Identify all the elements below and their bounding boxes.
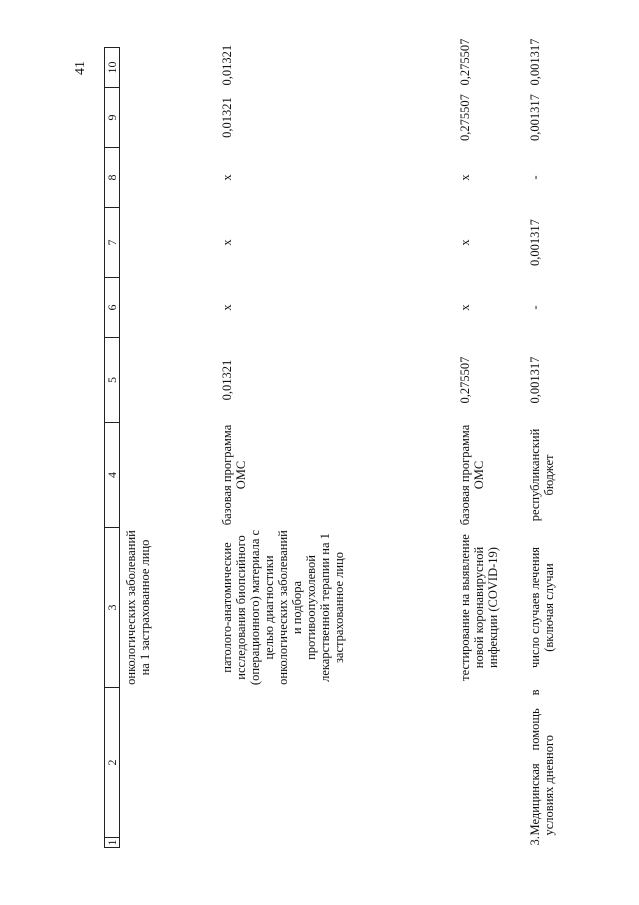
funding-source-cell bbox=[120, 423, 217, 528]
value-cell: 0,001317 bbox=[528, 356, 542, 404]
indicator-cell: онкологических заболеваний на 1 застрахованное лицо bbox=[124, 530, 152, 685]
value-cell: 0,275507 bbox=[458, 356, 472, 404]
value-cell: 0,001317 bbox=[528, 94, 542, 141]
row-number: 3. bbox=[528, 836, 542, 846]
page-number: 41 bbox=[73, 61, 88, 75]
care-type-cell bbox=[454, 688, 524, 838]
indicator-table bbox=[104, 38, 568, 848]
value-cell: 0,01321 bbox=[220, 97, 234, 138]
table-row bbox=[120, 48, 217, 848]
column-number: 1 bbox=[105, 839, 119, 846]
indicator-cell: патолого-анатомические исследования биопсийного (операционного) материала с целью диагностики онкологических заболеваний и подбора противоопухолевой лекарственной терапии на 1 застрахованное лицо bbox=[220, 529, 346, 686]
column-number: 6 bbox=[105, 278, 120, 338]
care-type-cell bbox=[216, 688, 454, 838]
value-cell: x bbox=[220, 239, 234, 246]
funding-source-cell: базовая программа ОМС bbox=[458, 424, 486, 526]
value-cell: 0,275507 bbox=[458, 38, 472, 86]
value-cell: 0,01321 bbox=[220, 359, 234, 401]
column-number: 4 bbox=[105, 423, 120, 528]
value-cell: - bbox=[528, 175, 542, 180]
value-cell: x bbox=[458, 174, 472, 181]
row-number bbox=[120, 838, 217, 848]
row-number bbox=[454, 838, 524, 848]
column-number: 8 bbox=[105, 148, 120, 208]
value-cell bbox=[120, 88, 217, 148]
table-row bbox=[454, 48, 524, 848]
value-cell: x bbox=[220, 304, 234, 311]
value-cell: x bbox=[458, 304, 472, 311]
funding-source-cell: базовая программа ОМС bbox=[220, 424, 248, 526]
value-cell bbox=[120, 278, 217, 338]
column-number: 3 bbox=[105, 528, 120, 688]
indicator-cell: тестирование на выявление новой коронавирусной инфекции (COVID-19) bbox=[458, 534, 500, 681]
indicator-cell: число случаев лечения (включая случаи bbox=[528, 546, 556, 669]
value-cell: 0,001317 bbox=[528, 219, 542, 266]
column-number: 9 bbox=[105, 88, 120, 148]
indicator-table-rotated bbox=[104, 38, 556, 848]
column-number: 10 bbox=[105, 48, 120, 88]
value-cell bbox=[120, 208, 217, 278]
value-cell bbox=[120, 338, 217, 423]
funding-source-cell: республиканский бюджет bbox=[528, 428, 556, 522]
value-cell: 0,275507 bbox=[458, 94, 472, 141]
column-number: 7 bbox=[105, 208, 120, 278]
column-number: 5 bbox=[105, 338, 120, 423]
value-cell: 0,001317 bbox=[528, 38, 542, 86]
value-cell bbox=[120, 48, 217, 88]
value-cell: x bbox=[458, 239, 472, 246]
care-type-cell: Медицинская помощь в условиях дневного bbox=[528, 689, 556, 836]
row-number bbox=[216, 838, 454, 848]
value-cell: x bbox=[220, 174, 234, 181]
table-row bbox=[524, 48, 568, 848]
care-type-cell bbox=[120, 688, 217, 838]
value-cell: - bbox=[528, 305, 542, 310]
value-cell: 0,01321 bbox=[220, 44, 234, 86]
column-number-row bbox=[105, 48, 120, 848]
table-row bbox=[216, 48, 454, 848]
column-number: 2 bbox=[105, 688, 120, 838]
value-cell bbox=[120, 148, 217, 208]
